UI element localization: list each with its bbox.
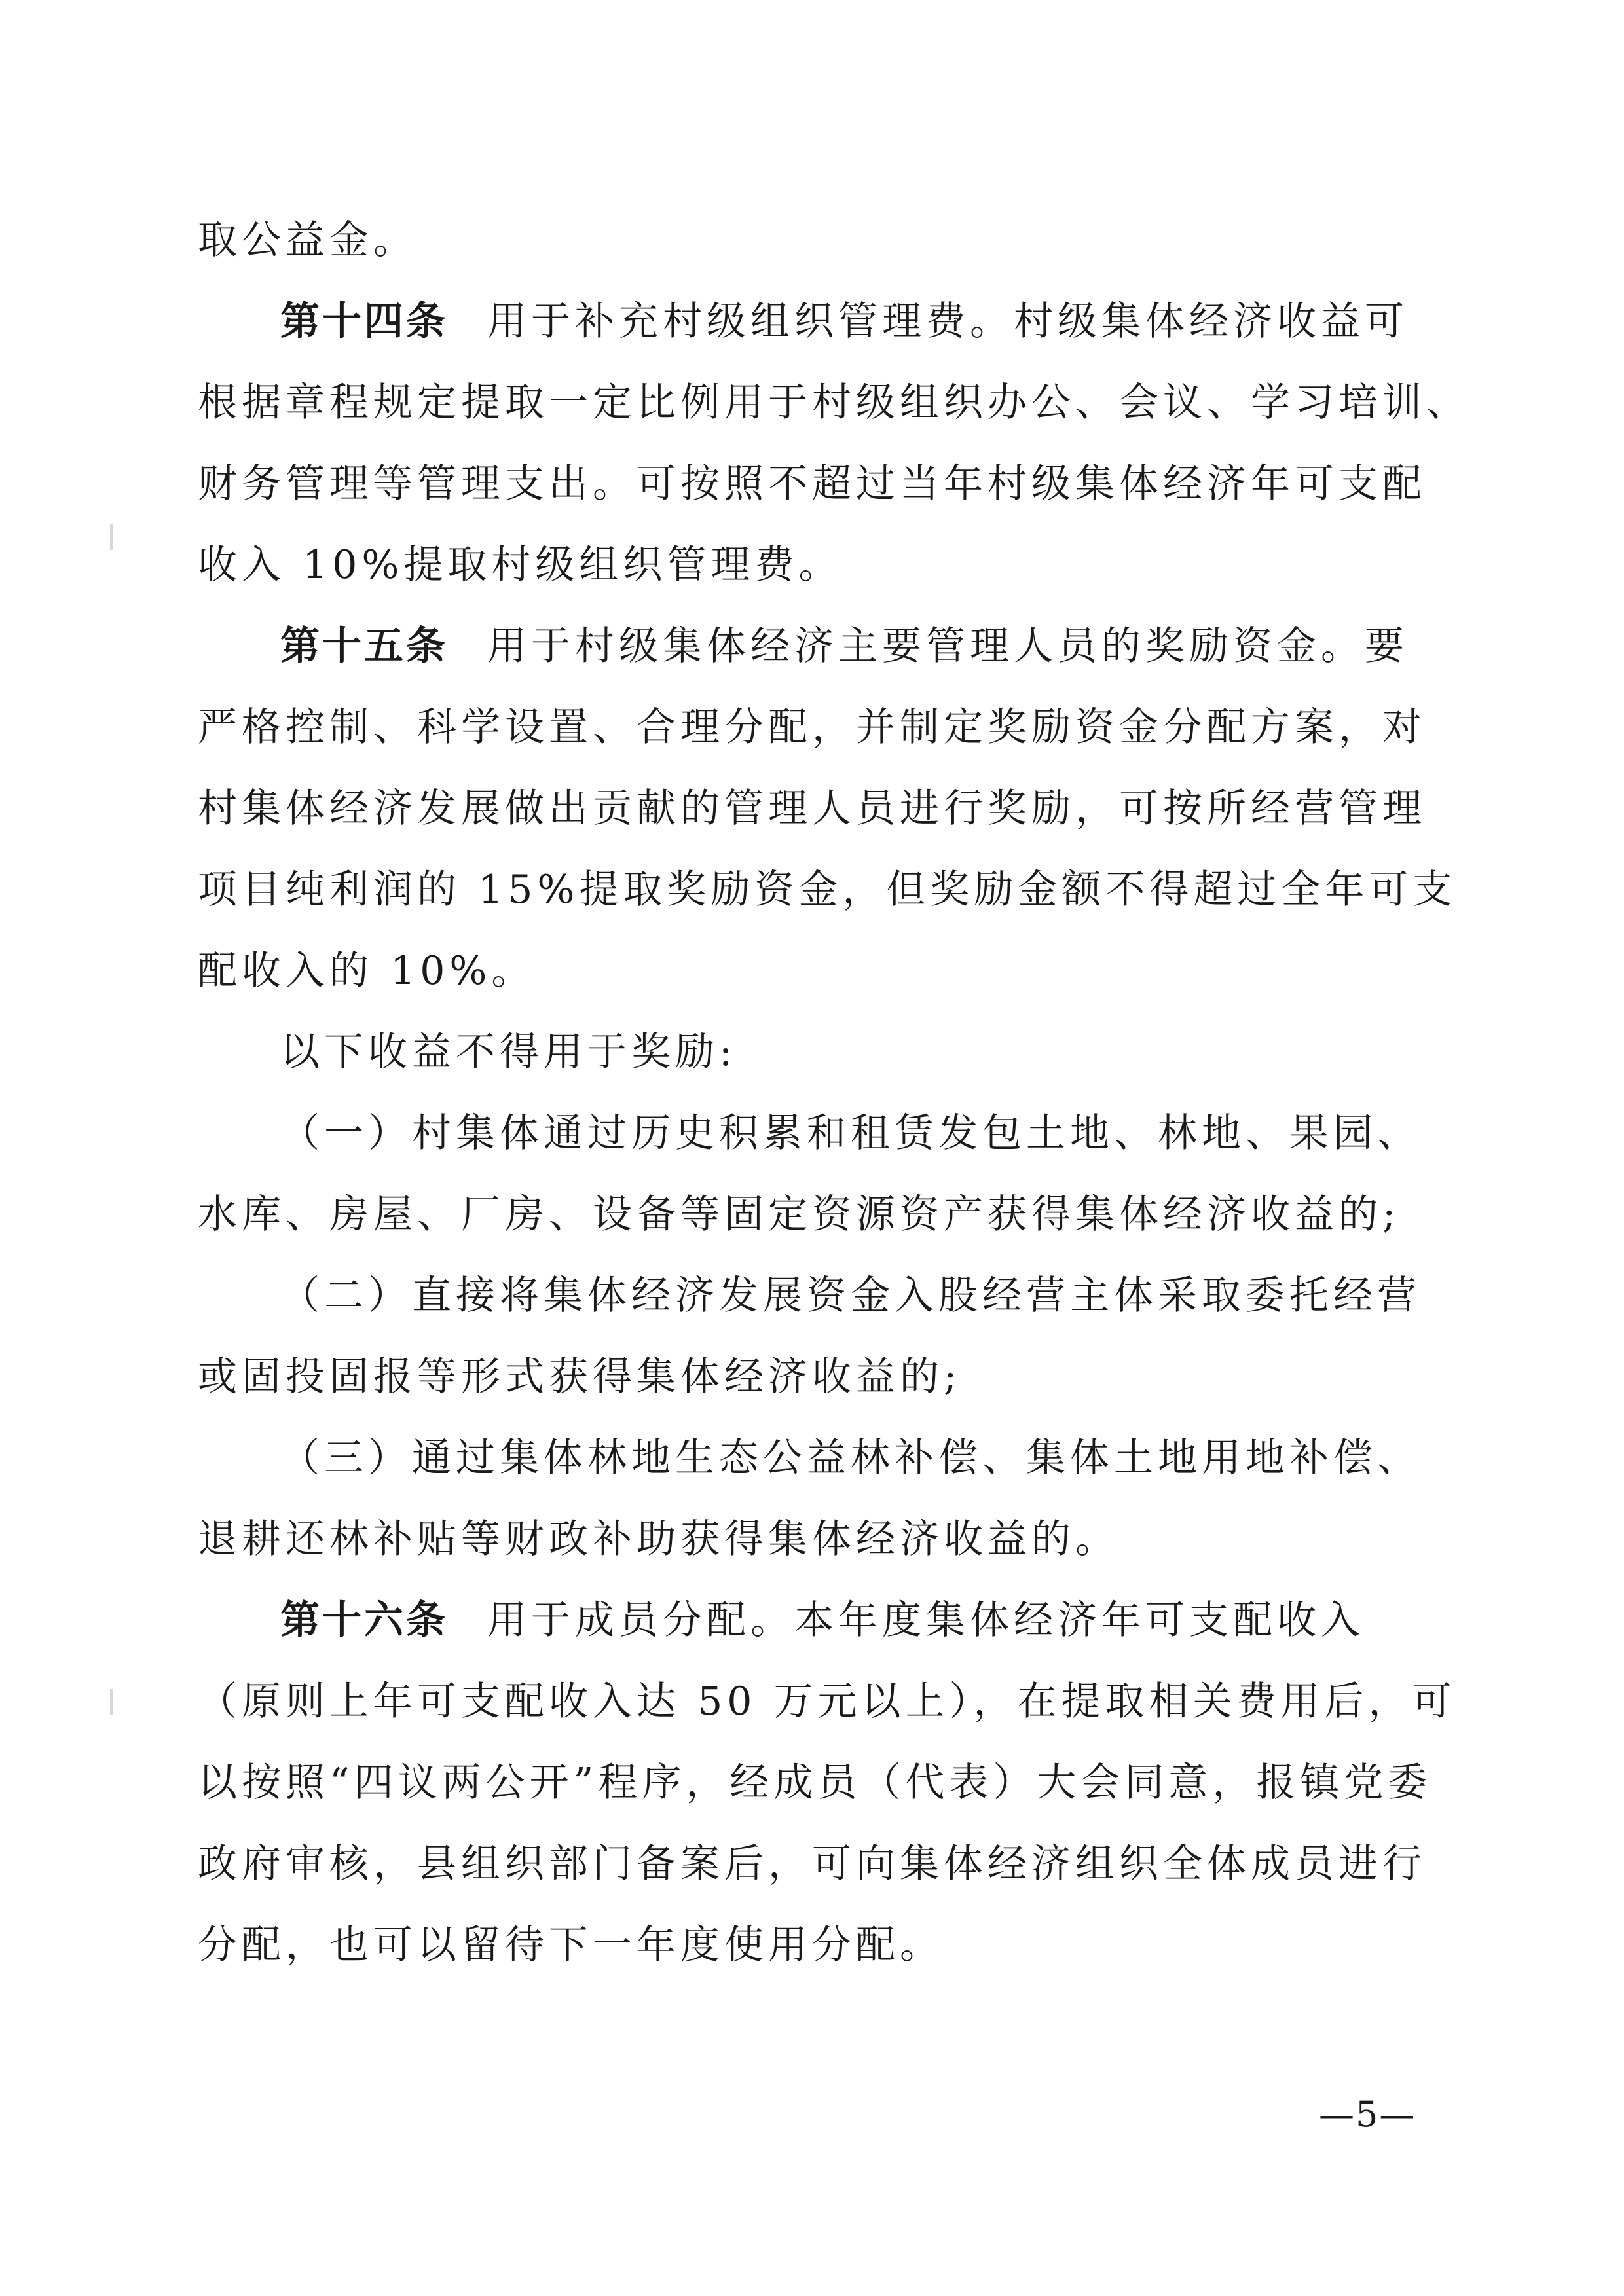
text-line	[198, 1011, 1429, 1093]
line-text: 项目纯利润的 15%提取奖励资金，但奖励金额不得超过全年可支	[198, 867, 1457, 913]
text-line	[198, 1336, 1429, 1417]
text-line	[198, 362, 1470, 443]
line-text: 退耕还林补贴等财政补助获得集体经济收益的。	[198, 1516, 1119, 1562]
line-text: 收入 10%提取村级组织管理费。	[198, 542, 843, 588]
line-text: 村集体经济发展做出贡献的管理人员进行奖励，可按所经营管理	[198, 786, 1426, 831]
text-line	[198, 1174, 1429, 1255]
line-text: （原则上年可支配收入达 50 万元以上），在提取相关费用后，可	[198, 1679, 1456, 1724]
line-text: 政府审核，县组织部门备案后，可向集体经济组织全体成员进行	[198, 1841, 1426, 1887]
line-text: 用于补充村级组织管理费。村级集体经济收益可	[487, 299, 1409, 344]
line-text: （三）通过集体林地生态公益林补偿、集体土地用地补偿、	[280, 1435, 1421, 1481]
article-16-line	[198, 1580, 1429, 1661]
page-number: —5—	[1319, 2094, 1416, 2135]
text-line	[198, 1904, 1429, 1986]
article-heading: 第十六条	[280, 1597, 448, 1643]
list-item-3-line	[198, 1417, 1429, 1499]
text-line	[198, 1742, 1432, 1823]
line-text: 用于村级集体经济主要管理人员的奖励资金。要	[487, 623, 1409, 669]
line-text: 水库、房屋、厂房、设备等固定资源资产获得集体经济收益的;	[198, 1192, 1401, 1237]
text-line	[198, 1823, 1429, 1904]
line-text: 以下收益不得用于奖励:	[280, 1029, 737, 1075]
text-line	[198, 200, 1429, 281]
article-heading: 第十五条	[280, 623, 448, 669]
line-text: 以按照“四议两公开”程序，经成员（代表）大会同意，报镇党委	[198, 1760, 1432, 1806]
line-text: 取公益金。	[198, 217, 417, 263]
text-line	[198, 849, 1457, 930]
scan-mark	[110, 524, 113, 550]
line-text: 配收入的 10%。	[198, 948, 536, 994]
line-text: 或固投固报等形式获得集体经济收益的;	[198, 1354, 962, 1400]
text-line	[198, 1661, 1456, 1742]
text-line	[198, 768, 1429, 849]
text-line	[198, 524, 1429, 606]
scan-mark	[110, 1689, 113, 1715]
text-line	[198, 687, 1429, 768]
line-text: 分配，也可以留待下一年度使用分配。	[198, 1922, 944, 1968]
list-item-2-line	[198, 1255, 1429, 1336]
line-text: （一）村集体通过历史积累和租赁发包土地、林地、果园、	[280, 1110, 1421, 1156]
line-text: （二）直接将集体经济发展资金入股经营主体采取委托经营	[280, 1273, 1421, 1319]
document-body	[198, 200, 1470, 1986]
line-text: 严格控制、科学设置、合理分配，并制定奖励资金分配方案，对	[198, 704, 1426, 750]
line-text: 用于成员分配。本年度集体经济年可支配收入	[487, 1597, 1365, 1643]
text-line	[198, 930, 1429, 1011]
line-text: 根据章程规定提取一定比例用于村级组织办公、会议、学习培训、	[198, 380, 1470, 426]
text-line	[198, 443, 1429, 524]
article-14-line	[198, 281, 1429, 362]
article-15-line	[198, 606, 1429, 687]
line-text: 财务管理等管理支出。可按照不超过当年村级集体经济年可支配	[198, 461, 1426, 507]
article-heading: 第十四条	[280, 299, 448, 344]
list-item-1-line	[198, 1093, 1429, 1174]
text-line	[198, 1499, 1429, 1580]
